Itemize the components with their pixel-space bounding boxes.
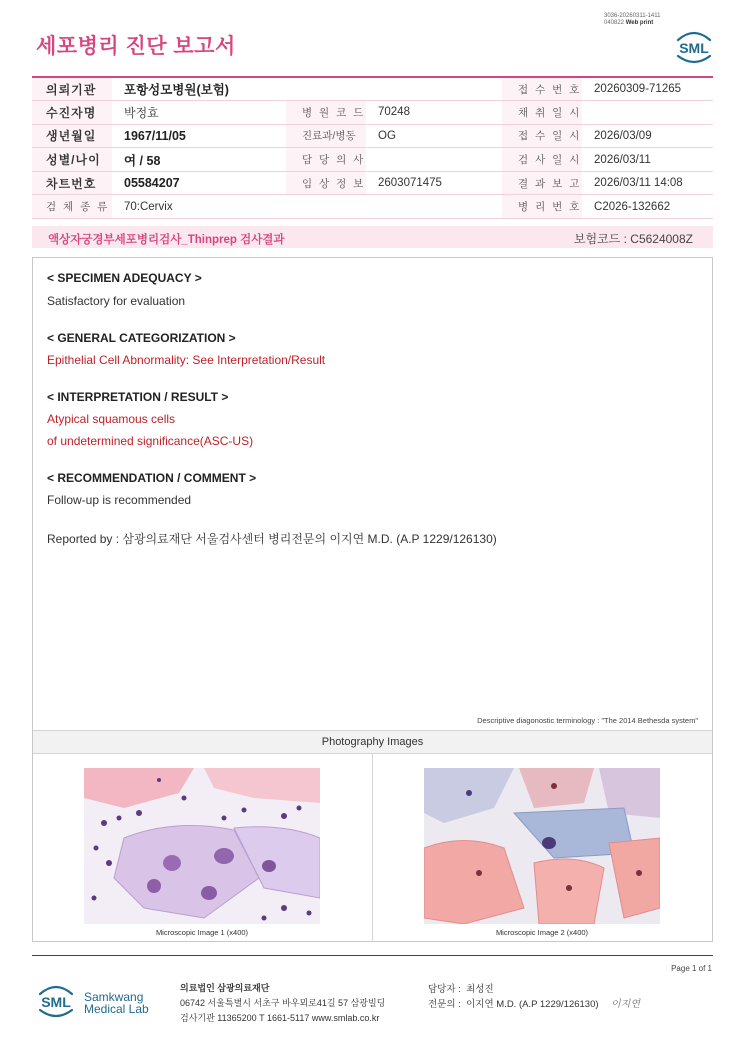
microscopic-image-2	[424, 768, 660, 924]
footer-sml-logo	[36, 980, 76, 1020]
label-birth-date: 생년월일	[32, 124, 112, 148]
patient-info-table	[32, 76, 713, 219]
page-title: 세포병리 진단 보고서	[36, 35, 236, 58]
recommendation-text: Follow-up is recommended	[47, 493, 192, 507]
value-birth-date: 1967/11/05	[112, 124, 286, 148]
value-chart-number: 05584207	[112, 171, 286, 195]
manager-name: 최성진	[466, 984, 494, 995]
adequacy-text: Satisfactory for evaluation	[47, 294, 186, 308]
footer-contact-line: 검사기관 11365200 T 1661-5117 www.smlab.co.kr	[180, 1013, 380, 1023]
footer-specialist	[428, 996, 599, 1010]
print-id	[604, 13, 661, 27]
footer-sml-logo-icon	[36, 980, 76, 1020]
label-receipt-number: 접 수 번 호	[502, 77, 582, 101]
value-test-date: 2026/03/11	[582, 148, 713, 172]
brand-line2: Medical Lab	[84, 1002, 149, 1016]
value-sex-age: 여 / 58	[112, 148, 286, 172]
value-requesting-institution: 포항성모병원(보험)	[112, 77, 502, 101]
info-row	[32, 124, 713, 148]
label-clinical-info: 임 상 정 보	[286, 171, 366, 195]
sml-logo	[674, 26, 714, 66]
interpretation-header: < INTERPRETATION / RESULT >	[47, 390, 229, 404]
interpretation-line2: of undetermined significance(ASC-US)	[47, 434, 254, 448]
info-row	[32, 171, 713, 195]
specialist-name: 이지연 M.D. (A.P 1229/126130)	[466, 999, 599, 1010]
info-row	[32, 77, 713, 101]
microscopic-image-2-graphic	[424, 768, 660, 924]
info-row	[32, 195, 713, 219]
terminology-note: Descriptive diagonostic terminology : "The 2014 Bethesda system"	[477, 716, 698, 725]
value-specimen-type: 70:Cervix	[112, 195, 502, 219]
value-clinical-info: 2603071475	[366, 171, 502, 195]
print-id-label: Web print	[625, 20, 654, 26]
report-body	[32, 257, 713, 942]
label-result-report: 결 과 보 고	[502, 171, 582, 195]
info-row	[32, 101, 713, 125]
category-header: < GENERAL CATEGORIZATION >	[47, 331, 236, 345]
photo-header: Photography Images	[33, 730, 712, 754]
value-doctor	[366, 148, 502, 172]
value-hospital-code: 70248	[366, 101, 502, 125]
label-department: 진료과/병동	[286, 124, 366, 148]
interpretation-line1: Atypical squamous cells	[47, 412, 176, 426]
specialist-label: 전문의 :	[428, 999, 461, 1010]
reported-by: Reported by : 삼광의료재단 서울검사센터 병리전문의 이지연 M.D. (A.P 1229/126130)	[47, 532, 497, 546]
sml-logo-icon	[674, 26, 714, 66]
microscopic-image-1	[84, 768, 320, 924]
print-id-line1: 3036-20260311-1411	[604, 13, 661, 19]
footer-manager	[428, 981, 494, 995]
value-collection-date	[582, 101, 713, 125]
footer-brand-name	[84, 991, 149, 1015]
label-pathology-number: 병 리 번 호	[502, 195, 582, 219]
footer-org-name: 의료법인 삼광의료재단	[180, 983, 270, 993]
adequacy-header: < SPECIMEN ADEQUACY >	[47, 271, 202, 285]
label-patient-name: 수진자명	[32, 101, 112, 125]
microscopic-image-1-graphic	[84, 768, 320, 924]
label-hospital-code: 병 원 코 드	[286, 101, 366, 125]
exam-name: 액상자궁경부세포병리검사_Thinprep 검사결과	[48, 234, 285, 246]
value-receipt-number: 20260309-71265	[582, 77, 713, 101]
footer-divider	[32, 955, 713, 956]
label-sex-age: 성별/나이	[32, 148, 112, 172]
value-result-report: 2026/03/11 14:08	[582, 171, 713, 195]
print-id-code: 040822	[604, 20, 625, 26]
photo-divider	[372, 754, 373, 942]
exam-bar	[32, 226, 713, 248]
recommendation-header: < RECOMMENDATION / COMMENT >	[47, 471, 257, 485]
sml-logo-text: SML	[679, 40, 709, 56]
signature: 이지연	[611, 999, 640, 1010]
insurance-code: 보험코드 : C5624008Z	[573, 232, 693, 246]
brand-line1: Samkwang	[84, 990, 144, 1004]
page-number: Page 1 of 1	[671, 964, 712, 973]
label-collection-date: 채 취 일 시	[502, 101, 582, 125]
info-row	[32, 148, 713, 172]
label-chart-number: 차트번호	[32, 171, 112, 195]
photo-caption-1: Microscopic Image 1 (x400)	[155, 928, 249, 937]
footer-sml-logo-text: SML	[41, 994, 71, 1010]
label-requesting-institution: 의뢰기관	[32, 77, 112, 101]
value-department: OG	[366, 124, 502, 148]
value-patient-name: 박정효	[112, 101, 286, 125]
label-test-date: 검 사 일 시	[502, 148, 582, 172]
label-doctor: 담 당 의 사	[286, 148, 366, 172]
value-pathology-number: C2026-132662	[582, 195, 713, 219]
photo-caption-2: Microscopic Image 2 (x400)	[495, 928, 589, 937]
category-text: Epithelial Cell Abnormality: See Interpretation/Result	[47, 353, 326, 367]
value-receipt-date: 2026/03/09	[582, 124, 713, 148]
label-receipt-date: 접 수 일 시	[502, 124, 582, 148]
label-specimen-type: 검 체 종 류	[32, 195, 112, 219]
manager-label: 담당자 :	[428, 984, 461, 995]
footer-address: 06742 서울특별시 서초구 바우뫼로41길 57 삼광빌딩	[180, 998, 386, 1008]
